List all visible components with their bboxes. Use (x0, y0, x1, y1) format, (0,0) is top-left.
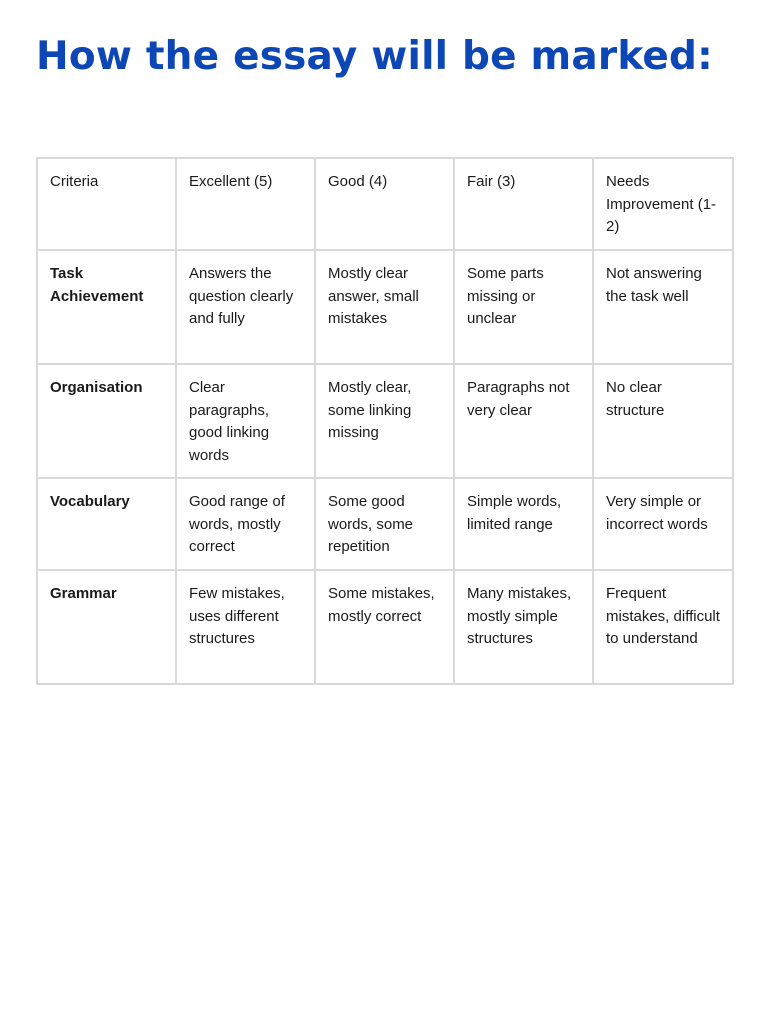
cell-fair: Some parts missing or unclear (454, 250, 593, 364)
table-row (37, 250, 733, 364)
criterion-task-achievement: Task Achievement (37, 250, 176, 364)
cell-excellent: Few mistakes, uses different structures (176, 570, 315, 684)
cell-good: Some good words, some repetition (315, 478, 454, 570)
cell-fair: Simple words, limited range (454, 478, 593, 570)
header-good: Good (4) (315, 158, 454, 250)
marking-rubric-table (36, 157, 734, 685)
cell-good: Mostly clear, some linking missing (315, 364, 454, 478)
criterion-grammar: Grammar (37, 570, 176, 684)
cell-needs-improvement: Frequent mistakes, difficult to understand (593, 570, 733, 684)
criterion-organisation: Organisation (37, 364, 176, 478)
header-excellent: Excellent (5) (176, 158, 315, 250)
cell-good: Mostly clear answer, small mistakes (315, 250, 454, 364)
cell-excellent: Good range of words, mostly correct (176, 478, 315, 570)
cell-needs-improvement: Not answering the task well (593, 250, 733, 364)
cell-fair: Many mistakes, mostly simple structures (454, 570, 593, 684)
table-row (37, 478, 733, 570)
cell-excellent: Clear paragraphs, good linking words (176, 364, 315, 478)
table-header-row (37, 158, 733, 250)
page-title: How the essay will be marked: (36, 34, 713, 79)
cell-fair: Paragraphs not very clear (454, 364, 593, 478)
table-row (37, 570, 733, 684)
criterion-vocabulary: Vocabulary (37, 478, 176, 570)
cell-good: Some mistakes, mostly correct (315, 570, 454, 684)
header-criteria: Criteria (37, 158, 176, 250)
header-fair: Fair (3) (454, 158, 593, 250)
cell-needs-improvement: No clear structure (593, 364, 733, 478)
table-row (37, 364, 733, 478)
cell-needs-improvement: Very simple or incorrect words (593, 478, 733, 570)
cell-excellent: Answers the question clearly and fully (176, 250, 315, 364)
header-needs-improvement: Needs Improvement (1-2) (593, 158, 733, 250)
